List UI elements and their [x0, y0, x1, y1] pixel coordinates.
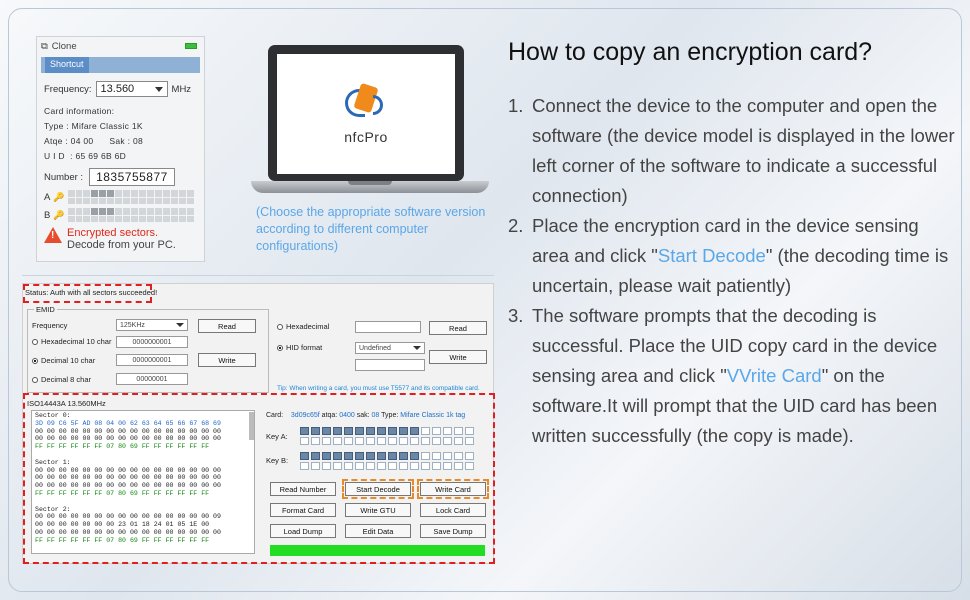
key-cell — [179, 208, 186, 215]
step-2: 2. Place the encryption card in the device sensing area and click "Start Decode" (the decoding time is uncertain, please wait patiently) — [508, 215, 949, 296]
key-b-label: Key B: — [266, 456, 289, 465]
key-cell — [155, 216, 162, 223]
key-cell — [187, 190, 194, 197]
hex-line: Sector 0: — [35, 412, 71, 419]
device-title-bar — [37, 37, 204, 55]
hexadecimal-radio[interactable]: Hexadecimal — [277, 322, 329, 331]
key-cell — [163, 190, 170, 197]
status-text: Status: Auth with all sectors succeeded! — [25, 288, 158, 297]
frequency-row — [44, 81, 197, 97]
emid-title: EMID — [36, 305, 55, 314]
software-window — [22, 283, 494, 564]
key-cell — [147, 216, 154, 223]
frequency-label: Frequency — [32, 321, 68, 330]
frequency-unit: MHz — [171, 83, 192, 95]
hex-line: FF FF FF FF FF FF 07 80 69 FF FF FF FF FF FF — [35, 489, 210, 497]
dec8-radio[interactable]: Decimal 8 char — [32, 375, 91, 384]
key-cell — [115, 216, 122, 223]
step-3: 3. The software prompts that the decoding is successful. Place the UID copy card in the device sensing area and click "VVrite Card" on the software.It will prompt that the UID card has been written successfully (the copy is made). — [508, 305, 938, 446]
key-cell — [91, 208, 98, 215]
key-cell — [99, 190, 106, 197]
key-cell — [147, 198, 154, 205]
key-cell — [76, 216, 83, 223]
write-button-2[interactable]: Write — [429, 350, 487, 364]
hex-line: 00 00 00 00 00 00 00 00 00 00 00 00 00 00 00 00 — [35, 474, 221, 482]
page-title: How to copy an encryption card? — [508, 38, 873, 66]
device-app-title: Clone — [51, 40, 77, 52]
key-cell — [187, 208, 194, 215]
key-cell — [171, 198, 178, 205]
key-cell — [76, 190, 83, 197]
warning-title: Encrypted sectors. — [67, 227, 159, 239]
key-cell — [147, 190, 154, 197]
key-cell — [171, 208, 178, 215]
key-cell — [155, 190, 162, 197]
key-a-label: Key A: — [266, 432, 288, 441]
hexadecimal-input[interactable] — [355, 321, 421, 333]
key-cell — [123, 208, 130, 215]
key-cell — [91, 198, 98, 205]
key-cell — [123, 198, 130, 205]
key-cell — [171, 190, 178, 197]
key-cell — [99, 208, 106, 215]
key-cell — [139, 198, 146, 205]
key-cell — [187, 198, 194, 205]
key-cell — [99, 198, 106, 205]
hid-radio[interactable]: HID format — [277, 343, 322, 352]
card-atqe: Atqe : 04 00 Sak : 08 — [44, 136, 143, 146]
card-info: Card: 3d09c65f atqa: 0400 sak: 08 Type: Mifare Classic 1k tag — [266, 412, 466, 419]
key-cell — [68, 198, 75, 205]
key-icon: 🔑 — [53, 209, 65, 220]
key-cell — [83, 216, 90, 223]
hex10-input[interactable]: 0000000001 — [116, 336, 188, 348]
chevron-down-icon — [413, 346, 421, 350]
card-info-title: Card information: — [44, 106, 115, 116]
hid-input[interactable] — [355, 359, 425, 371]
key-cell — [163, 216, 170, 223]
key-cell — [115, 208, 122, 215]
number-row — [44, 168, 197, 186]
key-b-grid — [68, 208, 194, 222]
key-cell — [179, 216, 186, 223]
key-cell — [139, 216, 146, 223]
hex-line: FF FF FF FF FF FF 07 80 69 FF FF FF FF FF FF — [35, 536, 210, 544]
key-cell — [139, 208, 146, 215]
hex-line: 00 00 00 00 00 00 00 23 01 18 24 01 05 1E 00 — [35, 521, 210, 529]
key-cell — [131, 198, 138, 205]
key-cell — [107, 216, 114, 223]
format-card-button[interactable]: Format Card — [270, 503, 336, 517]
key-cell — [107, 198, 114, 205]
read-number-button[interactable]: Read Number — [270, 482, 336, 496]
start-decode-highlight-box — [342, 479, 414, 499]
key-cell — [179, 198, 186, 205]
divider — [22, 275, 494, 276]
hex-line: Sector 2: — [35, 505, 71, 513]
key-icon: 🔑 — [53, 191, 65, 202]
chevron-down-icon — [155, 87, 163, 92]
laptop-notch — [348, 181, 392, 185]
laptop-display — [277, 54, 455, 174]
tip-text: Tip: When writing a card, you must use T5577 and its compatible card. — [277, 385, 480, 392]
key-cell — [99, 216, 106, 223]
key-cell — [76, 198, 83, 205]
key-cell — [107, 190, 114, 197]
device-tab-bar — [41, 57, 200, 73]
iso-label: ISO14443A 13.560MHz — [27, 399, 106, 408]
key-cell — [131, 208, 138, 215]
number-value: 1835755877 — [89, 168, 175, 186]
key-cell — [68, 190, 75, 197]
key-cell — [123, 216, 130, 223]
read-button[interactable]: Read — [198, 319, 256, 333]
key-cell — [171, 216, 178, 223]
key-b-label: B — [44, 209, 51, 221]
hex-line: 00 00 00 00 00 00 00 00 00 00 00 00 00 00 00 00 — [35, 427, 221, 435]
dec10-input[interactable]: 0000000001 — [116, 354, 188, 366]
card-type: Type : Mifare Classic 1K — [44, 121, 143, 131]
hid-select[interactable]: Undefined — [355, 342, 425, 354]
start-decode-button[interactable]: Start Decode — [345, 482, 411, 496]
frequency-select[interactable] — [96, 81, 168, 97]
software-version-note: (Choose the appropriate software version according to different computer configurations) — [256, 205, 486, 253]
warning-box — [44, 227, 197, 251]
number-label: Number : — [44, 171, 84, 183]
key-cell — [115, 198, 122, 205]
hex-line: 00 00 00 00 00 00 00 00 00 00 00 00 00 00 00 00 — [35, 435, 221, 443]
steps-list — [508, 91, 958, 451]
key-cell — [131, 216, 138, 223]
key-cell — [123, 190, 130, 197]
key-cell — [83, 190, 90, 197]
key-cell — [187, 216, 194, 223]
hex-line: 3D 09 C6 5F AD 08 04 00 62 63 64 65 66 67 68 69 — [35, 419, 221, 427]
battery-icon — [185, 43, 197, 49]
hex-line: Sector 1: — [35, 458, 71, 466]
card-uid: U I D : 65 69 6B 6D — [44, 151, 127, 161]
key-cell — [76, 208, 83, 215]
step-1: 1. Connect the device to the computer and open the software (the device model is displayed in the lower left corner of the software to indicate a successful connection) — [508, 95, 955, 206]
save-dump-button[interactable]: Save Dump — [420, 524, 486, 538]
hex-line: 00 00 00 00 00 00 00 00 00 00 00 00 00 00 00 00 — [35, 528, 221, 536]
frequency-select[interactable]: 125KHz — [116, 319, 188, 331]
instructions — [508, 38, 958, 451]
warning-icon: ! — [44, 227, 62, 243]
dec10-radio[interactable]: Decimal 10 char — [32, 356, 95, 365]
key-cell — [91, 216, 98, 223]
key-cell — [147, 208, 154, 215]
key-cell — [83, 208, 90, 215]
lock-card-button[interactable]: Lock Card — [420, 503, 486, 517]
warning-text: Decode from your PC. — [67, 239, 176, 251]
key-cell — [68, 216, 75, 223]
copy-icon: ⧉ — [41, 40, 48, 52]
laptop-screen — [268, 45, 464, 181]
key-cell — [91, 190, 98, 197]
key-a-grid — [68, 190, 194, 204]
key-cell — [83, 198, 90, 205]
hex-line: 00 00 00 00 00 00 00 00 00 00 00 00 00 00 00 00 — [35, 482, 221, 490]
key-cell — [155, 198, 162, 205]
write-button[interactable]: Write — [198, 353, 256, 367]
read-button-2[interactable]: Read — [429, 321, 487, 335]
key-cell — [155, 208, 162, 215]
chevron-down-icon — [176, 323, 184, 327]
key-cell — [163, 208, 170, 215]
device-screen — [36, 36, 205, 262]
key-cell — [115, 190, 122, 197]
key-cell — [139, 190, 146, 197]
tab-shortcut[interactable]: Shortcut — [45, 57, 89, 73]
edit-data-button[interactable]: Edit Data — [345, 524, 411, 538]
key-cell — [163, 198, 170, 205]
key-cell — [68, 208, 75, 215]
key-cell — [131, 190, 138, 197]
start-decode-highlight: Start Decode — [657, 245, 766, 266]
key-a-label: A — [44, 191, 51, 203]
brand-name: nfcPro — [344, 129, 388, 145]
key-cell — [179, 190, 186, 197]
frequency-label: Frequency: — [44, 83, 92, 95]
nfcpro-logo — [341, 83, 391, 123]
key-b-row — [44, 208, 197, 222]
write-card-highlight-box — [417, 479, 489, 499]
load-dump-button[interactable]: Load Dump — [270, 524, 336, 538]
hex-line: 00 00 00 00 00 00 00 00 00 00 00 00 00 00 00 00 — [35, 466, 221, 474]
write-gtu-button[interactable]: Write GTU — [345, 503, 411, 517]
frequency-value: 13.560 — [100, 83, 135, 95]
key-cell — [107, 208, 114, 215]
hex-line: 00 00 00 00 00 00 00 00 00 00 00 00 00 00 00 09 — [35, 513, 221, 521]
status-highlight — [23, 284, 152, 303]
hex-line: FF FF FF FF FF FF 07 80 69 FF FF FF FF FF FF — [35, 443, 210, 451]
card-uid: 3d09c65f — [290, 412, 320, 419]
write-card-highlight: VVrite Card — [726, 365, 822, 386]
key-a-row — [44, 190, 197, 204]
write-card-button[interactable]: Write Card — [420, 482, 486, 496]
hex10-radio[interactable]: Hexadecimal 10 char — [32, 337, 111, 346]
dec8-input[interactable]: 00000001 — [116, 373, 188, 385]
